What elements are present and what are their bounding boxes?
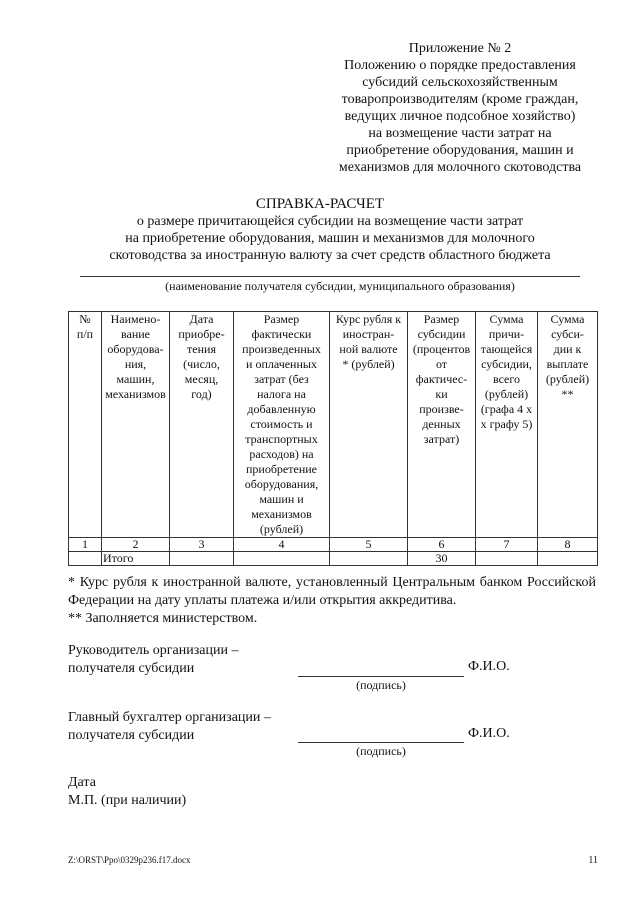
- signature-role-cont: получателя субсидии: [68, 661, 195, 676]
- total-cell[interactable]: [476, 552, 538, 566]
- calculation-table: [68, 311, 598, 566]
- column-number: 4: [234, 538, 330, 552]
- footnote-exchange-rate: * Курс рубля к иностранной валюте, установленный Центральным банком Российской Федерации на дату уплаты платежа и/или открытия аккредитива.: [68, 575, 596, 608]
- appendix-line: Приложение № 2: [408, 41, 512, 56]
- signature-caption: (подпись): [356, 678, 406, 692]
- header-subsidy-percent: Размер субсидии (процентов от фактичес- ки произве- денных затрат): [408, 312, 476, 538]
- total-subsidy-percent: 30: [408, 552, 476, 566]
- total-label: Итого: [102, 552, 170, 566]
- total-cell[interactable]: [538, 552, 598, 566]
- header-costs: Размер фактически произведенных и оплаченных затрат (без налога на добавленную стоимость и транспортных расходов) на приобретение оборудования, машин и механизмов (рублей): [234, 312, 330, 538]
- subtitle-line: на приобретение оборудования, машин и механизмов для молочного: [125, 231, 535, 246]
- signature-caption: (подпись): [356, 744, 406, 758]
- footnotes: [68, 574, 596, 628]
- column-number: 2: [102, 538, 170, 552]
- signature-role: Руководитель организации –: [68, 643, 239, 658]
- table-number-row: [69, 538, 598, 552]
- total-cell[interactable]: [69, 552, 102, 566]
- column-number: 7: [476, 538, 538, 552]
- signature-role: Главный бухгалтер организации –: [68, 710, 271, 725]
- signature-role-cont: получателя субсидии: [68, 728, 195, 743]
- header-purchase-date: Дата приобре- тения (число, месяц, год): [170, 312, 234, 538]
- footnote-ministry: ** Заполняется министерством.: [68, 611, 258, 626]
- document-subtitle: [60, 213, 600, 264]
- appendix-line: механизмов для молочного скотоводства: [338, 160, 582, 175]
- total-cell[interactable]: [330, 552, 408, 566]
- signature-fio: Ф.И.О.: [468, 726, 510, 741]
- recipient-caption: (наименование получателя субсидии, муниципального образования): [165, 279, 515, 293]
- document-title: СПРАВКА-РАСЧЕТ: [255, 196, 385, 212]
- appendix-line: субсидий сельскохозяйственным: [362, 75, 558, 90]
- total-cell[interactable]: [170, 552, 234, 566]
- header-subsidy-payout: Сумма субси- дии к выплате (рублей) **: [538, 312, 598, 538]
- column-number: 3: [170, 538, 234, 552]
- table-total-row: [69, 552, 598, 566]
- column-number: 1: [69, 538, 102, 552]
- footer-file-path: Z:\ORST\Ppo\0329p236.f17.docx: [68, 855, 191, 865]
- table-header-row: [69, 312, 598, 538]
- total-cell[interactable]: [234, 552, 330, 566]
- header-exchange-rate: Курс рубля к иностран- ной валюте * (рублей): [330, 312, 408, 538]
- appendix-line: товаропроизводителям (кроме граждан,: [341, 92, 579, 107]
- column-number: 8: [538, 538, 598, 552]
- recipient-fill-line[interactable]: [80, 276, 580, 277]
- signature-line-head[interactable]: [298, 676, 464, 677]
- signature-fio: Ф.И.О.: [468, 659, 510, 674]
- date-label: Дата: [68, 775, 96, 790]
- header-equipment-name: Наимено- вание оборудова- ния, машин, механизмов: [102, 312, 170, 538]
- appendix-header: [326, 40, 594, 176]
- appendix-line: ведущих личное подсобное хозяйство): [344, 109, 576, 124]
- page-number: 11: [588, 855, 598, 866]
- column-number: 6: [408, 538, 476, 552]
- date-block: [68, 774, 186, 810]
- appendix-line: Положению о порядке предоставления: [344, 58, 576, 73]
- header-number: № п/п: [69, 312, 102, 538]
- appendix-line: приобретение оборудования, машин и: [346, 143, 574, 158]
- signature-head: [68, 642, 238, 678]
- appendix-line: на возмещение части затрат на: [368, 126, 552, 141]
- signature-accountant: [68, 709, 271, 745]
- subtitle-line: о размере причитающейся субсидии на возмещение части затрат: [136, 214, 524, 229]
- header-subsidy-total: Сумма причи- тающейся субсидии, всего (рублей) (графа 4 x х графу 5): [476, 312, 538, 538]
- subtitle-line: скотоводства за иностранную валюту за счет средств областного бюджета: [109, 248, 551, 263]
- column-number: 5: [330, 538, 408, 552]
- signature-line-accountant[interactable]: [298, 742, 464, 743]
- stamp-label: М.П. (при наличии): [68, 793, 187, 808]
